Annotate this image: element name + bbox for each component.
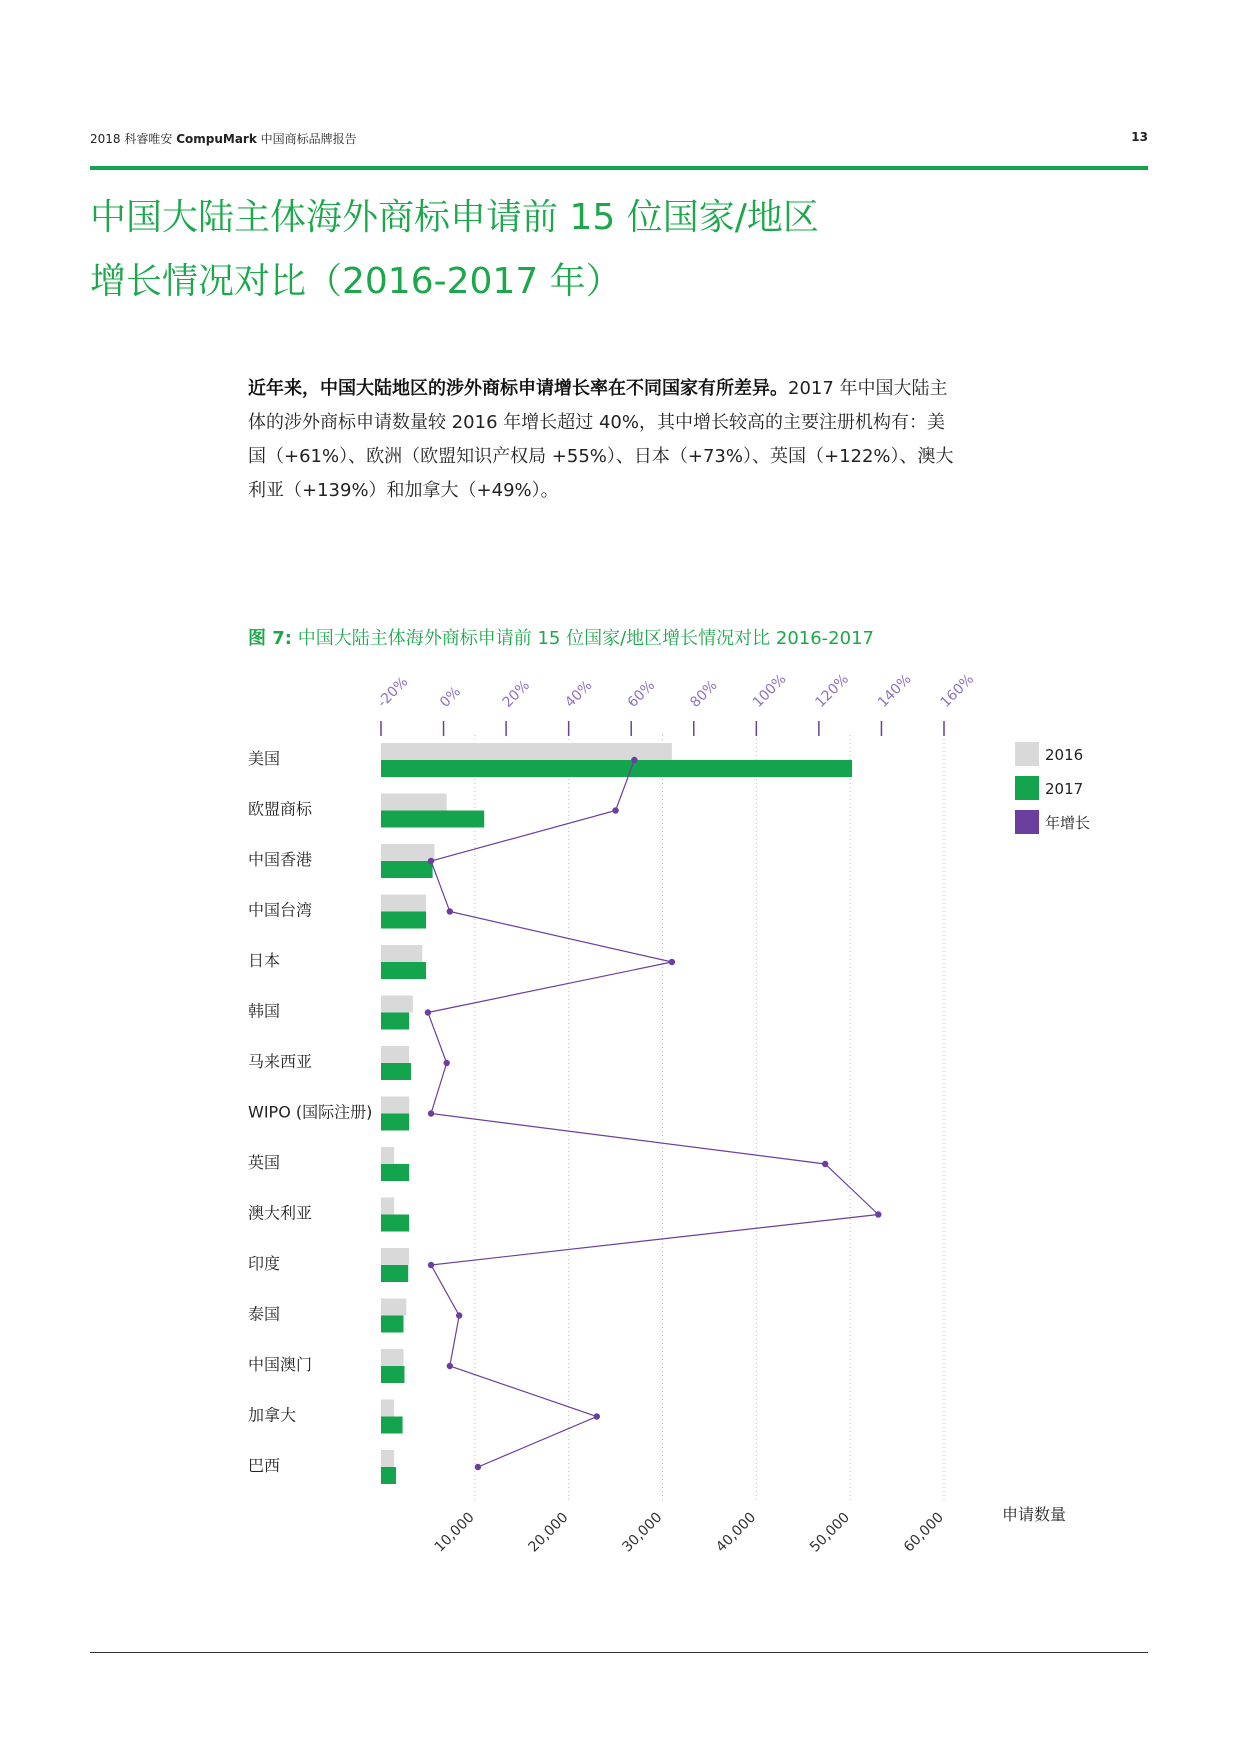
category-label: 巴西 xyxy=(248,1456,281,1475)
growth-line xyxy=(428,760,878,1467)
bottom-axis-tick-label: 50,000 xyxy=(807,1509,853,1556)
footer-divider xyxy=(90,1652,1148,1653)
top-axis-tick-label: 60% xyxy=(624,677,659,711)
bar-2016 xyxy=(381,743,672,760)
growth-point xyxy=(428,1110,434,1116)
bar-2017 xyxy=(381,1467,396,1484)
header-brand: CompuMark xyxy=(176,132,257,146)
bar-2017 xyxy=(381,760,852,777)
top-axis-tick-label: 80% xyxy=(687,677,721,711)
figure-label: 图 7: xyxy=(248,628,292,649)
category-label: 美国 xyxy=(248,749,281,768)
top-axis-tick-label: 140% xyxy=(874,671,915,711)
category-label: WIPO (国际注册) xyxy=(248,1102,373,1122)
legend-label: 2016 xyxy=(1045,746,1084,764)
category-label: 马来西亚 xyxy=(248,1052,313,1071)
bar-2017 xyxy=(381,1265,408,1282)
bar-2017 xyxy=(381,1316,404,1333)
bar-2016 xyxy=(381,794,447,811)
bar-2016 xyxy=(381,844,434,861)
bar-2017 xyxy=(381,1164,409,1181)
bar-2017 xyxy=(381,1013,409,1030)
bottom-axis-tick-label: 30,000 xyxy=(619,1509,666,1556)
paragraph-body: 2017 年中国大陆主体的涉外商标申请数量较 2016 年增长超过 40%，其中增长较高的主要注册机构有：美国（+61%）、欧洲（欧盟知识产权局 +55%）、日本（+73%）、英国（+122%）、澳大利亚（+139%）和加拿大（+49%）。 xyxy=(248,378,954,501)
title-line-1: 中国大陆主体海外商标申请前 15 位国家/地区 xyxy=(90,197,819,238)
category-label: 中国台湾 xyxy=(248,900,313,920)
bar-2016 xyxy=(381,1046,409,1063)
growth-point xyxy=(669,959,675,965)
bar-2017 xyxy=(381,1114,409,1131)
category-label: 加拿大 xyxy=(248,1405,297,1425)
bar-2016 xyxy=(381,1198,394,1215)
bar-2017 xyxy=(381,1063,411,1080)
growth-point xyxy=(447,1363,453,1369)
top-axis-tick-label: 0% xyxy=(437,683,465,711)
bar-2016 xyxy=(381,1299,406,1316)
bottom-axis-tick-label: 20,000 xyxy=(525,1509,572,1556)
category-label: 泰国 xyxy=(248,1304,281,1324)
category-label: 欧盟商标 xyxy=(248,799,313,819)
legend-swatch xyxy=(1015,810,1039,834)
growth-point xyxy=(631,757,637,763)
top-axis-tick-label: 20% xyxy=(499,677,533,711)
top-axis-tick-label: 40% xyxy=(562,677,596,711)
legend-label: 2017 xyxy=(1045,780,1084,798)
header-suffix: 中国商标品牌报告 xyxy=(260,132,357,146)
growth-point xyxy=(456,1312,462,1318)
top-axis-tick-label: 100% xyxy=(749,671,790,711)
growth-point xyxy=(428,1262,434,1268)
category-label: 英国 xyxy=(248,1153,281,1172)
category-label: 澳大利亚 xyxy=(248,1203,313,1223)
title-line-2: 增长情况对比（2016-2017 年） xyxy=(90,261,622,302)
bar-2016 xyxy=(381,895,426,912)
bar-2017 xyxy=(381,962,426,979)
bar-2016 xyxy=(381,1248,409,1265)
category-label: 印度 xyxy=(248,1254,281,1273)
growth-point xyxy=(612,807,618,813)
growth-point xyxy=(443,1060,449,1066)
bar-2017 xyxy=(381,811,484,828)
growth-point xyxy=(425,1009,431,1015)
bottom-axis-tick-label: 40,000 xyxy=(713,1509,760,1556)
bar-2016 xyxy=(381,1349,404,1366)
growth-point xyxy=(447,908,453,914)
growth-point xyxy=(822,1161,828,1167)
bar-2016 xyxy=(381,1147,394,1164)
bar-2016 xyxy=(381,1097,409,1114)
growth-point xyxy=(475,1464,481,1470)
legend-swatch xyxy=(1015,742,1039,766)
bar-2017 xyxy=(381,861,433,878)
bar-2017 xyxy=(381,1417,403,1434)
top-axis-tick-label: 120% xyxy=(812,671,853,711)
category-label: 中国香港 xyxy=(248,850,313,869)
bar-2016 xyxy=(381,945,422,962)
bar-2017 xyxy=(381,1215,409,1232)
category-label: 日本 xyxy=(248,951,281,970)
figure-caption-text: 中国大陆主体海外商标申请前 15 位国家/地区增长情况对比 2016-2017 xyxy=(297,628,874,649)
paragraph-lead: 近年来，中国大陆地区的涉外商标申请增长率在不同国家有所差异。 xyxy=(248,378,788,399)
page-number: 13 xyxy=(1131,130,1148,144)
bar-2016 xyxy=(381,996,413,1013)
top-axis-tick-label: 160% xyxy=(937,671,978,711)
bar-2017 xyxy=(381,1366,404,1383)
growth-point xyxy=(428,858,434,864)
legend-label: 年增长 xyxy=(1045,814,1091,832)
top-axis-tick-label: -20% xyxy=(374,673,412,711)
bar-2016 xyxy=(381,1400,394,1417)
legend-swatch xyxy=(1015,776,1039,800)
bottom-axis-tick-label: 10,000 xyxy=(431,1509,478,1556)
header-prefix: 2018 科睿唯安 xyxy=(90,132,173,146)
category-label: 中国澳门 xyxy=(248,1355,313,1374)
growth-point xyxy=(875,1211,881,1217)
bar-2017 xyxy=(381,912,426,929)
category-label: 韩国 xyxy=(248,1001,281,1021)
bottom-axis-tick-label: 60,000 xyxy=(900,1509,947,1556)
bar-2016 xyxy=(381,1450,394,1467)
growth-point xyxy=(594,1413,600,1419)
x-axis-label: 申请数量 xyxy=(1002,1505,1067,1524)
